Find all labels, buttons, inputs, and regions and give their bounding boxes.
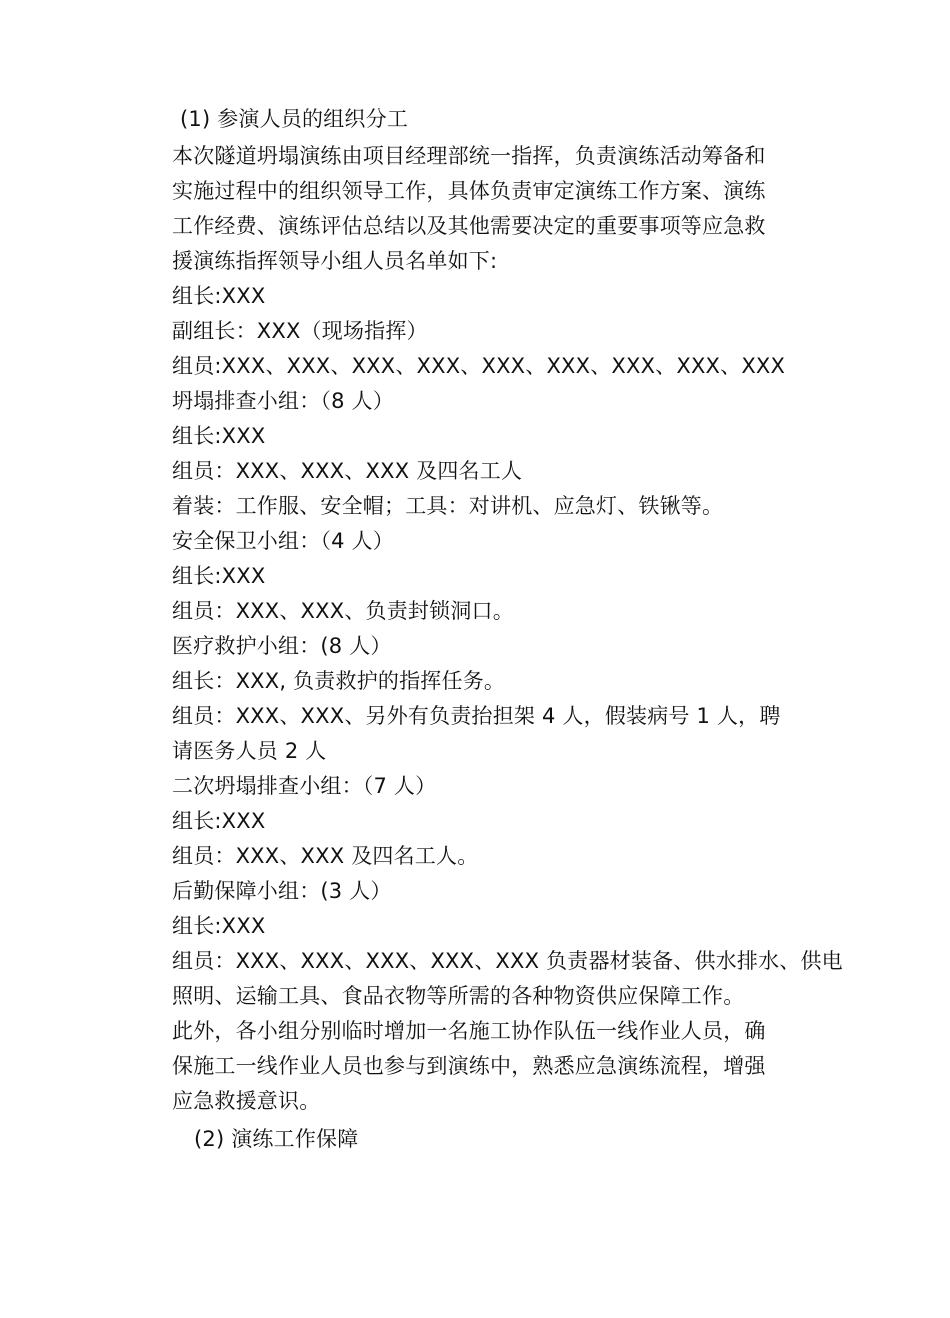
secondary-check-leader: 组长:XXX [172, 809, 266, 833]
collapse-check-leader: 组长:XXX [172, 424, 266, 448]
secondary-check-title: 二次坍塌排查小组：（7 人） [172, 774, 437, 798]
secondary-check-members: 组员：XXX、XXX 及四名工人。 [172, 844, 479, 868]
intro-line-3: 工作经费、演练评估总结以及其他需要决定的重要事项等应急救 [172, 214, 766, 238]
collapse-check-title: 坍塌排查小组：（8 人） [172, 389, 394, 413]
closing-line-3: 应急救援意识。 [172, 1089, 321, 1113]
logistics-members-line-2: 照明、运输工具、食品衣物等所需的各种物资供应保障工作。 [172, 984, 745, 1008]
section-heading-1: (1) 参演人员的组织分工 [180, 107, 409, 131]
security-leader: 组长:XXX [172, 564, 266, 588]
closing-line-2: 保施工一线作业人员也参与到演练中，熟悉应急演练流程，增强 [172, 1054, 766, 1078]
logistics-title: 后勤保障小组：(3 人） [172, 879, 392, 903]
logistics-members-line-1: 组员：XXX、XXX、XXX、XXX、XXX 负责器材装备、供水排水、供电 [172, 949, 843, 973]
collapse-check-equipment: 着装：工作服、安全帽；工具：对讲机、应急灯、铁锹等。 [172, 494, 724, 518]
medical-leader: 组长：XXX, 负责救护的指挥任务。 [172, 669, 506, 693]
security-members: 组员：XXX、XXX、负责封锁洞口。 [172, 599, 514, 623]
leader-group-members: 组员:XXX、XXX、XXX、XXX、XXX、XXX、XXX、XXX、XXX [172, 354, 786, 378]
leader-group-leader: 组长:XXX [172, 284, 266, 308]
medical-members-line-2: 请医务人员 2 人 [172, 739, 327, 763]
security-title: 安全保卫小组：（4 人） [172, 529, 394, 553]
leader-group-deputy: 副组长：XXX（现场指挥） [172, 319, 428, 343]
medical-title: 医疗救护小组：(8 人） [172, 634, 392, 658]
collapse-check-members: 组员：XXX、XXX、XXX 及四名工人 [172, 459, 523, 483]
closing-line-1: 此外，各小组分别临时增加一名施工协作队伍一线作业人员，确 [172, 1019, 766, 1043]
section-heading-2: (2) 演练工作保障 [194, 1127, 359, 1151]
intro-line-2: 实施过程中的组织领导工作，具体负责审定演练工作方案、演练 [172, 179, 766, 203]
intro-line-4: 援演练指挥领导小组人员名单如下: [172, 249, 498, 273]
intro-line-1: 本次隧道坍塌演练由项目经理部统一指挥，负责演练活动筹备和 [172, 144, 766, 168]
logistics-leader: 组长:XXX [172, 914, 266, 938]
medical-members-line-1: 组员：XXX、XXX、另外有负责抬担架 4 人，假装病号 1 人，聘 [172, 704, 781, 728]
